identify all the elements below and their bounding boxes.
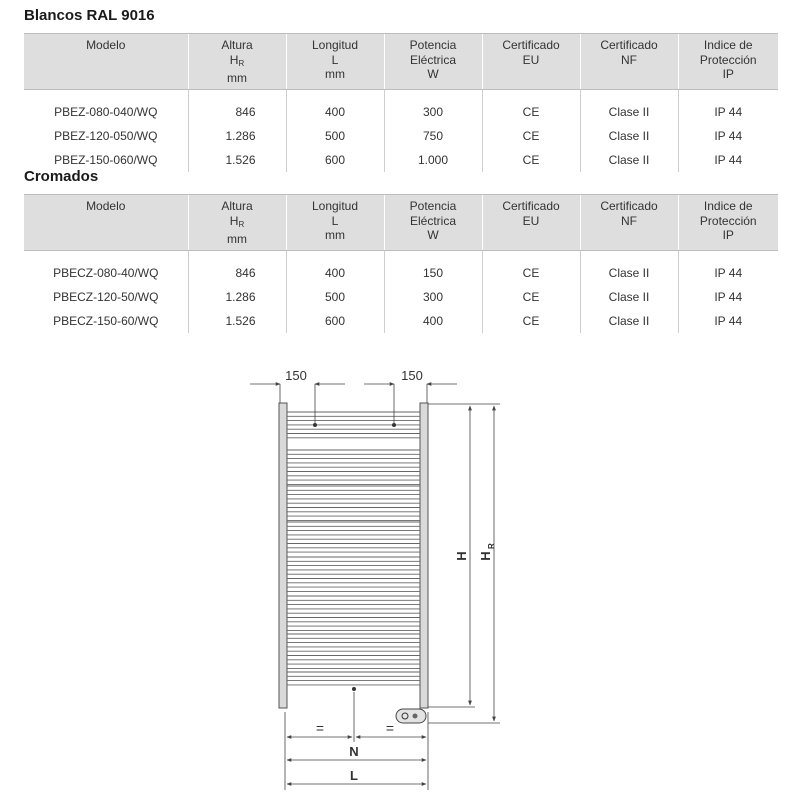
- col-header-ip: Indice de Protección IP: [678, 195, 778, 251]
- radiator-body: [279, 403, 428, 723]
- cell-altura: 1.286: [188, 285, 286, 309]
- cell-ip: IP 44: [678, 100, 778, 124]
- cell-certificado-eu: CE: [482, 309, 580, 333]
- cell-ip: IP 44: [678, 148, 778, 172]
- col-header-modelo: Modelo: [24, 34, 188, 90]
- cell-modelo: PBEZ-120-050/WQ: [54, 129, 158, 143]
- cell-altura: 1.526: [188, 309, 286, 333]
- col-header-certificado-eu: Certificado EU: [482, 34, 580, 90]
- cell-certificado-nf: Clase II: [580, 261, 678, 285]
- cell-altura: 1.526: [188, 148, 286, 172]
- left-column: [279, 403, 287, 708]
- dim-label-hr-sub: R: [487, 543, 496, 549]
- section-title-blancos: Blancos RAL 9016: [24, 7, 155, 24]
- cell-longitud: 400: [286, 261, 384, 285]
- cell-modelo: PBEZ-080-040/WQ: [54, 105, 158, 119]
- col-header-longitud: Longitud L mm: [286, 34, 384, 90]
- col-header-certificado-eu: Certificado EU: [482, 195, 580, 251]
- cell-altura: 846: [188, 100, 286, 124]
- cell-longitud: 500: [286, 124, 384, 148]
- col-header-ip: Indice de Protección IP: [678, 34, 778, 90]
- dim-label-equal-left: =: [315, 720, 325, 736]
- col-header-certificado-nf: Certificado NF: [580, 195, 678, 251]
- cell-potencia: 750: [384, 124, 482, 148]
- cell-altura: 846: [188, 261, 286, 285]
- cell-longitud: 400: [286, 100, 384, 124]
- dim-label-150-left: 150: [285, 368, 307, 383]
- cell-certificado-eu: CE: [482, 148, 580, 172]
- cell-modelo: PBECZ-150-60/WQ: [53, 314, 159, 328]
- cell-longitud: 500: [286, 285, 384, 309]
- cell-modelo: PBEZ-150-060/WQ: [54, 153, 158, 167]
- cell-potencia: 150: [384, 261, 482, 285]
- heater-connector: [396, 709, 426, 723]
- col-header-modelo: Modelo: [24, 195, 188, 251]
- cell-certificado-eu: CE: [482, 261, 580, 285]
- cell-potencia: 300: [384, 100, 482, 124]
- cell-certificado-eu: CE: [482, 124, 580, 148]
- cell-certificado-nf: Clase II: [580, 309, 678, 333]
- horizontal-bars: [287, 412, 420, 685]
- cell-potencia: 300: [384, 285, 482, 309]
- dimension-labels: [285, 368, 496, 783]
- cell-altura: 1.286: [188, 124, 286, 148]
- col-header-altura: Altura $H_R$ mm: [188, 34, 286, 90]
- dim-label-equal-right: =: [385, 720, 395, 736]
- cell-potencia: 1.000: [384, 148, 482, 172]
- cell-certificado-eu: CE: [482, 100, 580, 124]
- dim-label-l: L: [350, 768, 358, 783]
- right-column: [420, 403, 428, 708]
- cell-certificado-nf: Clase II: [580, 148, 678, 172]
- cell-ip: IP 44: [678, 261, 778, 285]
- cell-longitud: 600: [286, 309, 384, 333]
- cell-modelo: PBECZ-080-40/WQ: [53, 266, 159, 280]
- cell-certificado-eu: CE: [482, 285, 580, 309]
- cell-potencia: 400: [384, 309, 482, 333]
- col-header-altura: Altura $H_R$ mm: [188, 195, 286, 251]
- cell-longitud: 600: [286, 148, 384, 172]
- cell-ip: IP 44: [678, 309, 778, 333]
- section-title-cromados: Cromados: [24, 168, 99, 185]
- col-header-certificado-nf: Certificado NF: [580, 34, 678, 90]
- cell-modelo: PBECZ-120-50/WQ: [53, 290, 159, 304]
- cell-ip: IP 44: [678, 124, 778, 148]
- cell-ip: IP 44: [678, 285, 778, 309]
- dim-label-h: H: [454, 551, 469, 561]
- connection-dot-bottom: [352, 687, 356, 691]
- cell-certificado-nf: Clase II: [580, 100, 678, 124]
- col-header-longitud: Longitud L mm: [286, 195, 384, 251]
- dim-label-n: N: [349, 744, 359, 759]
- col-header-potencia: Potencia Eléctrica W: [384, 195, 482, 251]
- col-header-potencia: Potencia Eléctrica W: [384, 34, 482, 90]
- dim-label-150-right: 150: [401, 368, 423, 383]
- dim-label-hr: H: [478, 551, 493, 561]
- cell-certificado-nf: Clase II: [580, 124, 678, 148]
- cell-certificado-nf: Clase II: [580, 285, 678, 309]
